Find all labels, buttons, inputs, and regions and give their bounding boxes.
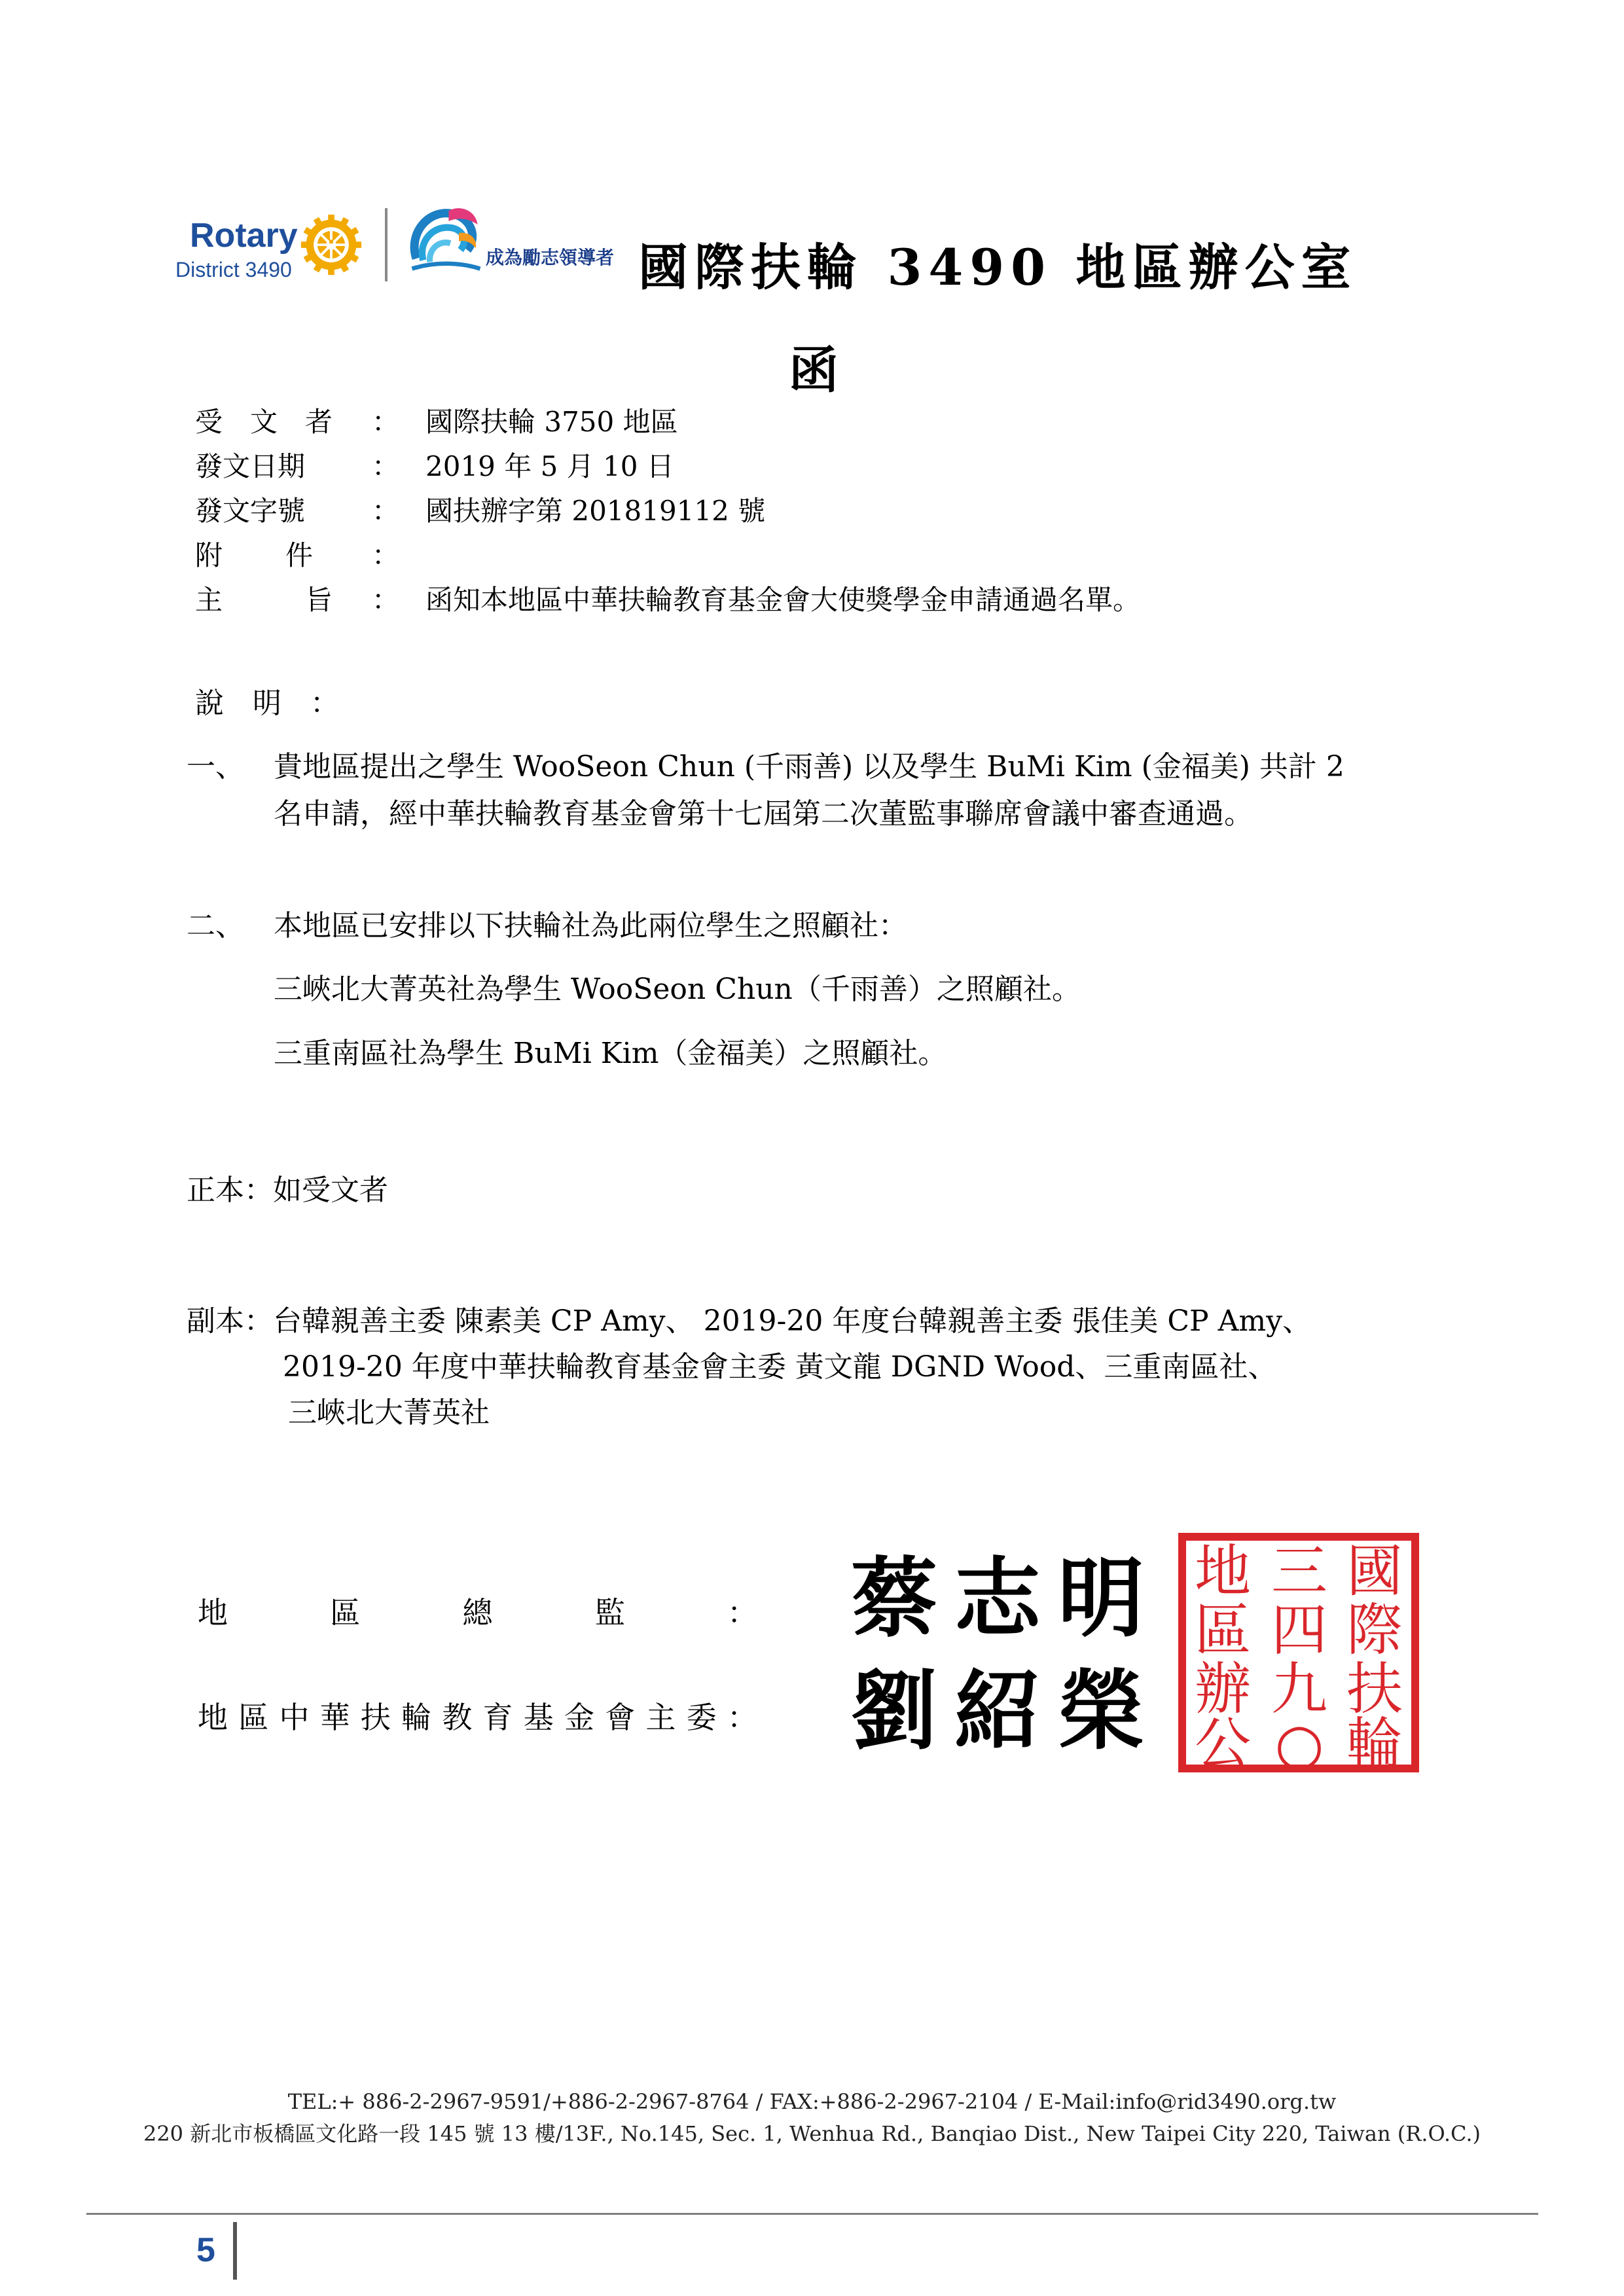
field-value: 2019 年 5 月 10 日 xyxy=(425,450,674,482)
copies-line-1: 副本：台韓親善主委 陳素美 CP Amy、 2019-20 年度台韓親善主委 張佳美 CP Amy、 xyxy=(187,1304,1311,1338)
label-char: 中 xyxy=(279,1700,310,1735)
field-label-text: 發文字號 xyxy=(195,495,306,527)
field-label-char: 受 xyxy=(195,406,223,438)
field-colon: ： xyxy=(372,539,400,571)
page-number: 5 xyxy=(196,2231,215,2269)
rotary-wordmark: Rotary xyxy=(190,217,298,255)
label-char: 監 xyxy=(594,1595,625,1630)
label-char: 主 xyxy=(645,1700,676,1735)
rotary-wheel-icon xyxy=(300,213,363,276)
seal-char: 公 xyxy=(1195,1712,1251,1772)
district-office-seal xyxy=(1178,1533,1419,1772)
field-label xyxy=(195,445,333,484)
label-char: 總 xyxy=(462,1595,493,1630)
seal-char: 輪 xyxy=(1346,1712,1403,1772)
item-2-line-2: 三峽北大菁英社為學生 WooSeon Chun（千雨善）之照顧社。 xyxy=(274,973,1081,1006)
field-colon: ： xyxy=(372,495,400,527)
footer-divider xyxy=(86,2213,1538,2215)
seal-char: 辦 xyxy=(1195,1657,1251,1722)
seal-char: 際 xyxy=(1346,1598,1403,1663)
theme-logo-icon xyxy=(399,199,484,284)
item-2-marker: 二、 xyxy=(187,909,244,942)
field-value: 國際扶輪 3750 地區 xyxy=(425,406,678,438)
footer-address: 220 新北市板橋區文化路一段 145 號 13 樓/13F., No.145, Sec. 1, Wenhua Rd., Banqiao Dist., New Taipei City 220, Taiwan (R.O.C.) xyxy=(143,2121,1481,2146)
label-char: 地 xyxy=(198,1700,228,1735)
item-1-line-2: 名申請，經中華扶輪教育基金會第十七屆第二次董監事聯席會議中審查通過。 xyxy=(274,797,1253,831)
field-label-char: 文 xyxy=(249,406,278,438)
governor-name: 蔡志明 xyxy=(851,1548,1161,1649)
copies-line-2: 2019-20 年度中華扶輪教育基金會主委 黃文龍 DGND Wood、三重南區社、 xyxy=(283,1350,1277,1384)
signature-names xyxy=(851,1545,1172,1761)
field-label-char: 者 xyxy=(304,406,333,438)
seal-char: 四 xyxy=(1271,1598,1327,1663)
org-name-title: 國際扶輪 3490 地區辦公室 xyxy=(638,238,1358,296)
rotary-logo xyxy=(175,211,372,289)
seal-char: 國 xyxy=(1346,1539,1403,1604)
seal-char: 三 xyxy=(1271,1539,1327,1604)
label-char: 地 xyxy=(198,1595,228,1630)
original-copy-line: 正本：如受文者 xyxy=(187,1174,388,1207)
seal-char: 區 xyxy=(1195,1598,1251,1663)
field-colon: ： xyxy=(372,584,400,616)
field-label xyxy=(195,490,333,529)
label-char: 區 xyxy=(330,1595,361,1630)
item-1-marker: 一、 xyxy=(187,750,244,783)
field-colon: ： xyxy=(372,406,400,438)
document-type-title: 函 xyxy=(789,341,839,399)
item-2-line-3: 三重南區社為學生 BuMi Kim（金福美）之照顧社。 xyxy=(274,1037,947,1070)
label-char: 基 xyxy=(523,1700,554,1735)
label-char: 區 xyxy=(238,1700,269,1735)
label-colon: ： xyxy=(727,1700,757,1735)
explanation-heading: 說 明 ： xyxy=(195,687,339,720)
field-value: 函知本地區中華扶輪教育基金會大使獎學金申請通過名單。 xyxy=(425,584,1141,616)
field-colon: ： xyxy=(372,450,400,482)
seal-char: 扶 xyxy=(1346,1657,1403,1722)
label-char: 扶 xyxy=(360,1700,391,1735)
governor-label xyxy=(198,1589,757,1632)
chair-label xyxy=(198,1694,757,1737)
field-label xyxy=(195,401,333,440)
label-char: 輪 xyxy=(401,1700,432,1735)
copies-line-3: 三峽北大菁英社 xyxy=(288,1396,490,1429)
field-label-text: 發文日期 xyxy=(195,450,306,482)
field-label-char: 附 xyxy=(195,539,223,571)
label-colon: ： xyxy=(727,1595,757,1630)
field-label xyxy=(195,534,313,573)
label-char: 華 xyxy=(319,1700,350,1735)
seal-char: 九 xyxy=(1271,1657,1327,1722)
item-2-line-1: 本地區已安排以下扶輪社為此兩位學生之照顧社： xyxy=(274,909,907,942)
label-char: 教 xyxy=(442,1700,473,1735)
label-char: 金 xyxy=(564,1700,594,1735)
field-label xyxy=(195,579,333,618)
header-divider xyxy=(385,208,388,281)
field-label-char: 件 xyxy=(285,539,313,571)
seal-char: 地 xyxy=(1195,1539,1251,1604)
field-label-char: 旨 xyxy=(304,584,333,616)
item-1-line-1: 貴地區提出之學生 WooSeon Chun (千雨善) 以及學生 BuMi Kim (金福美) 共計 2 xyxy=(274,750,1344,783)
page-number-bar xyxy=(233,2222,237,2280)
field-value: 國扶辦字第 201819112 號 xyxy=(425,495,766,527)
seal-char: ○ xyxy=(1274,1712,1324,1772)
chair-name: 劉紹榮 xyxy=(851,1660,1161,1761)
label-char: 育 xyxy=(482,1700,513,1735)
footer-contact: TEL:+ 886-2-2967-9591/+886-2-2967-8764 / FAX:+886-2-2967-2104 / E-Mail:info@rid3490.org.tw xyxy=(287,2089,1337,2114)
label-char: 會 xyxy=(605,1700,636,1735)
field-label-char: 主 xyxy=(195,584,223,616)
label-char: 委 xyxy=(686,1700,717,1735)
rotary-district-label: District 3490 xyxy=(175,258,292,281)
theme-slogan: 成為勵志領導者 xyxy=(486,247,615,268)
